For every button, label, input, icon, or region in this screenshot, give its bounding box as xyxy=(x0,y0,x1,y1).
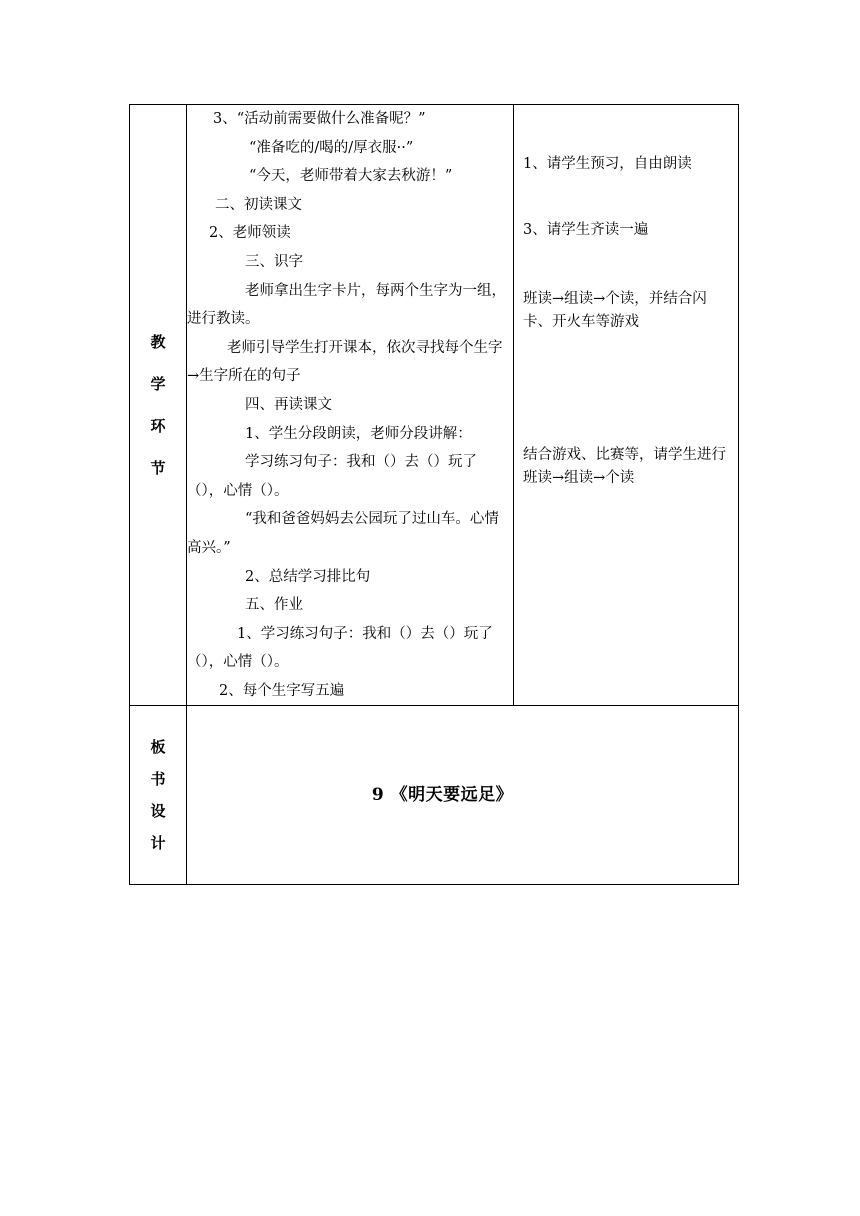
content-line: 3、“活动前需要做什么准备呢？” xyxy=(213,111,426,127)
label-char: 环 xyxy=(150,417,166,436)
board-title: 9 《明天要远足》 xyxy=(371,785,514,806)
content-paragraph: 老师引导学生打开课本，依次寻找每个生字→生字所在的句子 xyxy=(187,339,503,385)
label-char: 书 xyxy=(150,770,166,789)
content-paragraph: 学习练习句子：我和（）去（）玩了（），心情（）。 xyxy=(187,454,477,499)
note: 结合游戏、比赛等，请学生进行班读→组读→个读 xyxy=(523,447,726,486)
content-paragraph: “我和爸爸妈妈去公园玩了过山车。心情高兴。” xyxy=(187,511,499,556)
content-line: 四、再读课文 xyxy=(245,396,332,413)
content-line: 2、老师领读 xyxy=(209,225,291,242)
label-char: 计 xyxy=(150,834,166,853)
teaching-content xyxy=(187,105,514,706)
teaching-section-label xyxy=(130,105,187,706)
content-line: “今天，老师带着大家去秋游！” xyxy=(249,168,453,185)
content-paragraph: 老师拿出生字卡片，每两个生字为一组，进行教读。 xyxy=(187,282,506,328)
teaching-notes xyxy=(514,105,739,706)
content-line: 2、每个生字写五遍 xyxy=(219,682,345,699)
teaching-section-row xyxy=(130,105,739,706)
board-section-row xyxy=(130,706,739,885)
content-paragraph: 1、学习练习句子：我和（）去（）玩了（），心情（）。 xyxy=(187,625,493,671)
board-section-label xyxy=(130,706,187,885)
content-line: 2、总结学习排比句 xyxy=(245,568,371,585)
note: 1、请学生预习，自由朗读 xyxy=(523,156,692,172)
note: 3、请学生齐读一遍 xyxy=(523,222,649,238)
label-char: 节 xyxy=(150,459,166,478)
label-char: 教 xyxy=(150,333,166,352)
content-line: 二、初读课文 xyxy=(215,196,302,213)
lesson-plan-table xyxy=(129,104,739,885)
label-char: 学 xyxy=(150,375,166,394)
content-line: 三、识字 xyxy=(245,253,303,270)
content-line: “准备吃的/喝的/厚衣服··” xyxy=(249,139,414,156)
note: 班读→组读→个读，并结合闪卡、开火车等游戏 xyxy=(523,291,707,330)
label-char: 设 xyxy=(150,802,166,821)
board-content xyxy=(187,706,739,885)
label-char: 板 xyxy=(150,738,166,757)
content-line: 五、作业 xyxy=(245,597,303,614)
content-paragraph: 1、学生分段朗读，老师分段讲解： xyxy=(245,425,472,442)
